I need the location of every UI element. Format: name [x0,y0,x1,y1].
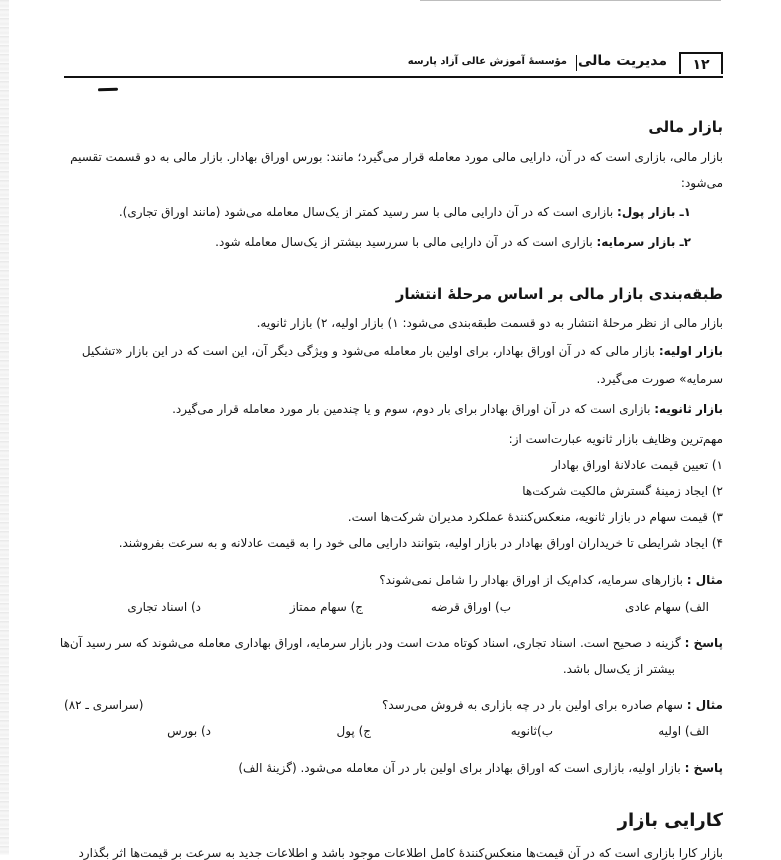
term-text: بازار مالی که در آن اوراق بهادار، برای اولین بار معامله می‌شود و ویژگی دیگر آن، این است که در این بازار «تشکیل [81,344,659,358]
function-item: ۳) قیمت سهام در بازار ثانویه، منعکس‌کنندهٔ عملکرد مدیران شرکت‌ها است. [347,510,723,524]
header-separator [576,55,577,71]
scan-edge-artifact [0,0,9,855]
paragraph-line [172,402,723,416]
option: د) بورس [167,724,211,738]
paragraph-line [82,344,723,358]
paragraph-line: می‌شود: [680,176,723,190]
pen-mark [98,88,118,92]
function-item: ۲) ایجاد زمینهٔ گسترش مالکیت شرکت‌ها [522,484,723,498]
book-title: مدیریت مالی [577,53,667,69]
option: ج) پول [336,724,371,738]
paragraph-line: مهم‌ترین وظایف بازار ثانویه عبارت‌است از: [508,432,723,446]
option: ب) اوراق قرضه [430,600,511,614]
example-question [379,573,723,587]
example-question [382,698,723,712]
term-label: بازار ثانویه: [654,402,723,416]
option: ب)ثانویه [510,724,553,738]
page-header [64,52,723,78]
example-label: مثال : [686,573,723,587]
option: د) اسناد تجاری [127,600,201,614]
answer-text: گزینه د صحیح است. اسناد تجاری، اسناد کوتاه مدت است ودر بازار سرمایه، اوراق بهاداری معامله می‌شوند که سر رسید آن‌ها [59,636,685,650]
term-text: بازاری است که در آن اوراق بهادار برای بار دوم، سوم و یا چندمین بار مورد معامله قرار می‌گیرد. [172,402,655,416]
answer-text: بازار اولیه، بازاری است که اوراق بهادار برای اولین بار در آن معامله می‌شود. (گزینهٔ الف) [238,761,685,775]
institute-name: مؤسسهٔ آموزش عالی آزاد پارسه [407,56,567,67]
term-label: بازار اولیه: [658,344,723,358]
paragraph-line: بازار مالی، بازاری است که در آن، دارایی مالی مورد معامله قرار می‌گیرد؛ مانند: بورس اوراق بهادار. بازار مالی به دو قسمت تقسیم [70,150,723,164]
answer-line [60,636,723,650]
exam-source: (سراسری ـ ۸۲) [64,698,144,712]
item-text: بازاری است که در آن دارایی مالی با سررسید بیشتر از یک‌سال معامله شود. [215,235,597,249]
page-number: ۱۲ [679,52,723,74]
paragraph-line-partial: بازار کارا بازاری است که در آن قیمت‌ها منعکس‌کنندهٔ کامل اطلاعات موجود باشد و اطلاعات جدید به سرعت بر قیمت‌ها اثر بگذارد [78,846,723,860]
answer-label: پاسخ : [684,761,723,775]
section-title-efficiency: کارایی بازار [617,810,723,831]
section-title-financial-market: بازار مالی [648,118,723,136]
function-item: ۴) ایجاد شرایطی تا خریداران اوراق بهادار در بازار اولیه، بتوانند دارایی مالی خود را به قیمت عادلانه و به سرعت بفروشند. [118,536,723,550]
example-label: مثال : [686,698,723,712]
answer-line [238,761,723,775]
option: الف) سهام عادی [625,600,709,614]
item-text: بازاری است که در آن دارایی مالی با سر رسید کمتر از یک‌سال معامله می‌شود (مانند اوراق تجاری). [118,205,618,219]
section-title-classification: طبقه‌بندی بازار مالی بر اساس مرحلهٔ انتشار [395,285,723,303]
answer-line: بیشتر از یک‌سال باشد. [562,662,675,676]
answer-label: پاسخ : [684,636,723,650]
top-rule [420,0,721,1]
question-text: سهام صادره برای اولین بار در چه بازاری به فروش می‌رسد؟ [382,698,687,712]
function-item: ۱) تعیین قیمت عادلانهٔ اوراق بهادار [551,458,723,472]
option: ج) سهام ممتاز [289,600,363,614]
option: الف) اولیه [658,724,709,738]
question-text: بازارهای سرمایه، کدام‌یک از اوراق بهادار را شامل نمی‌شوند؟ [379,573,687,587]
item-label: ۲ـ بازار سرمایه: [596,235,691,249]
item-label: ۱ـ بازار پول: [617,205,691,219]
list-item [119,205,691,219]
paragraph-line: بازار مالی از نظر مرحلهٔ انتشار به دو قسمت طبقه‌بندی می‌شود: ۱) بازار اولیه، ۲) بازار ثانویه. [256,316,723,330]
list-item [215,235,691,249]
paragraph-line: سرمایه» صورت می‌گیرد. [596,372,723,386]
